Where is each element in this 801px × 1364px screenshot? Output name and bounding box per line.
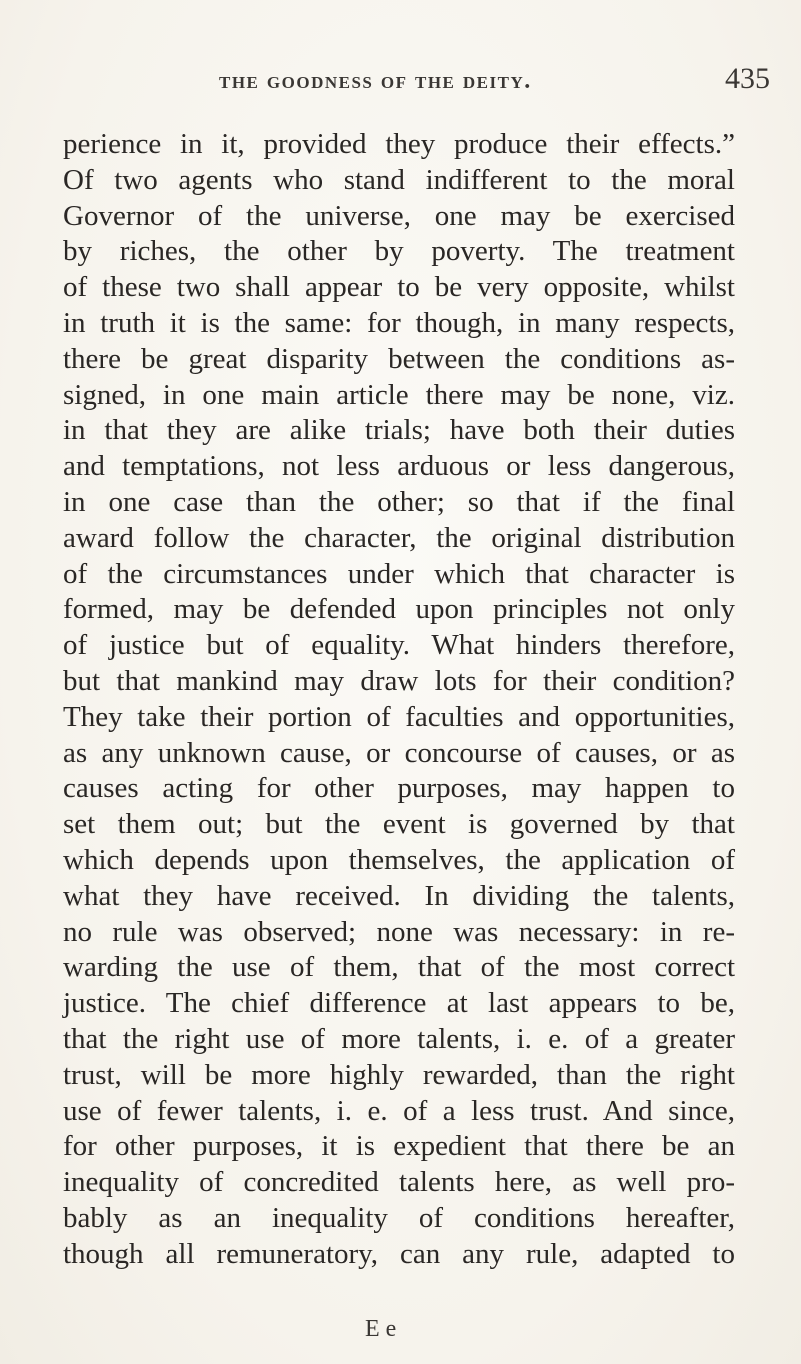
text-line: in that they are alike trials; have both their duties (63, 414, 735, 447)
text-line: justice. The chief difference at last appears to be, (63, 987, 735, 1020)
text-line: Of two agents who stand indifferent to the moral (63, 163, 735, 196)
text-line: inequality of concredited talents here, as well pro- (63, 1166, 735, 1199)
text-line: signed, in one main article there may be none, viz. (63, 378, 735, 411)
text-line: bably as an inequality of conditions hereafter, (63, 1201, 735, 1234)
text-line: there be great disparity between the conditions as- (63, 342, 735, 375)
text-line: and temptations, not less arduous or less dangerous, (63, 450, 735, 483)
text-line: They take their portion of faculties and opportunities, (63, 700, 735, 733)
text-line: formed, may be defended upon principles not only (63, 593, 735, 626)
text-line: award follow the character, the original distribution (63, 521, 735, 554)
body-text (63, 127, 735, 1273)
text-line: perience in it, provided they produce their effects.” (63, 128, 735, 160)
text-line: but that mankind may draw lots for their condition? (63, 664, 735, 697)
text-line: by riches, the other by poverty. The treatment (63, 235, 735, 268)
text-line: what they have received. In dividing the talents, (63, 879, 735, 912)
text-line: for other purposes, it is expedient that there be an (63, 1130, 735, 1163)
text-line: set them out; but the event is governed by that (63, 808, 735, 841)
page-header (0, 62, 801, 104)
text-line: use of fewer talents, i. e. of a less trust. And since, (63, 1094, 735, 1127)
page-number: 435 (725, 62, 770, 95)
text-line: in one case than the other; so that if the final (63, 485, 735, 518)
text-line: which depends upon themselves, the application of (63, 843, 735, 876)
text-line: trust, will be more highly rewarded, than the right (63, 1058, 735, 1091)
text-line: warding the use of them, that of the most correct (63, 951, 735, 984)
text-line: in truth it is the same: for though, in many respects, (63, 306, 735, 339)
text-line: of the circumstances under which that character is (63, 557, 735, 590)
text-line: no rule was observed; none was necessary: in re- (63, 915, 735, 948)
signature-mark: E e (365, 1316, 397, 1342)
running-head: the goodness of the deity. (219, 68, 532, 94)
text-line: Governor of the universe, one may be exercised (63, 199, 735, 232)
text-line: of justice but of equality. What hinders therefore, (63, 629, 735, 662)
text-line: of these two shall appear to be very opposite, whilst (63, 271, 735, 304)
text-line: though all remuneratory, can any rule, adapted to (63, 1237, 735, 1270)
text-line: that the right use of more talents, i. e. of a greater (63, 1022, 735, 1055)
text-line: causes acting for other purposes, may happen to (63, 772, 735, 805)
text-line: as any unknown cause, or concourse of causes, or as (63, 736, 735, 769)
